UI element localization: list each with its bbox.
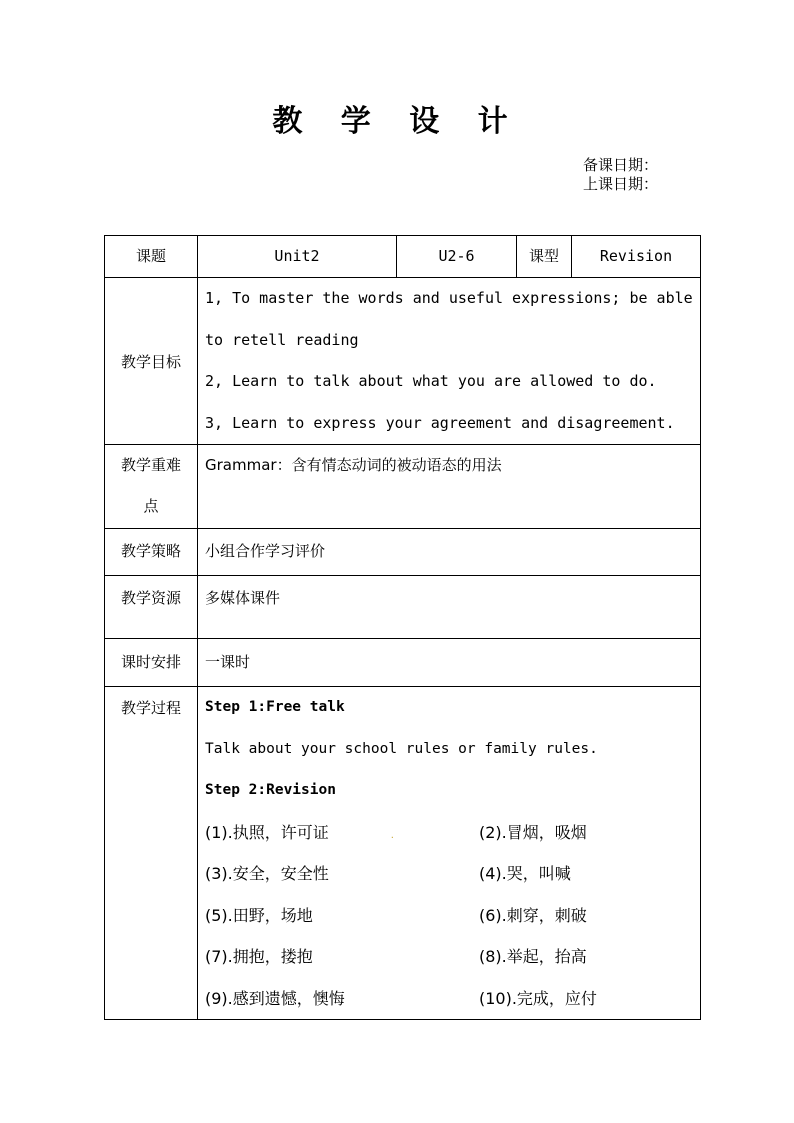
step1-title: Step 1:Free talk — [205, 699, 345, 715]
schedule-label: 课时安排 — [105, 639, 198, 687]
vocab-item-1 — [205, 812, 479, 854]
strategy-label: 教学策略 — [105, 529, 198, 576]
topic-label: 课题 — [105, 236, 198, 278]
step2-title: Step 2:Revision — [205, 782, 336, 798]
topic-row — [105, 236, 701, 278]
objective-line-4: 3, Learn to express your agreement and disagreement. — [205, 413, 675, 432]
objectives-content — [198, 278, 701, 445]
vocab-row-2 — [205, 853, 700, 895]
type-value: Revision — [572, 236, 701, 278]
resources-label: 教学资源 — [105, 576, 198, 639]
objective-line-1: 1, To master the words and useful expressions; be able — [205, 289, 693, 307]
process-label: 教学过程 — [105, 687, 198, 1020]
objectives-label: 教学目标 — [105, 278, 198, 445]
teach-date-label: 上课日期： — [583, 175, 659, 193]
document-title: 教 学 设 计 — [272, 104, 522, 139]
vocab-item-10: (10).完成，应付 — [479, 988, 597, 1008]
schedule-row — [105, 639, 701, 687]
vocab-row-3 — [205, 895, 700, 937]
key-points-label-line1: 教学重难 — [120, 456, 181, 474]
vocab-item-7: (7).拥抱，搂抱 — [205, 947, 313, 966]
objectives-row — [105, 278, 701, 445]
prepare-date-label: 备课日期： — [583, 156, 659, 174]
strategy-content: 小组合作学习评价 — [198, 529, 701, 576]
dot-mark: . — [390, 829, 394, 841]
vocab-item-4: (4).哭，叫喊 — [479, 864, 571, 883]
key-points-label — [105, 445, 198, 529]
resources-row — [105, 576, 701, 639]
process-row — [105, 687, 701, 1020]
schedule-content: 一课时 — [198, 639, 701, 687]
vocab-row-4 — [205, 936, 700, 978]
vocab-item-2: (2).冒烟，吸烟 — [479, 822, 587, 842]
key-points-label-line2: 点 — [143, 497, 159, 515]
vocab-item-5: (5).田野，场地 — [205, 905, 313, 925]
vocab-item-8: (8).举起，抬高 — [479, 947, 587, 966]
strategy-row — [105, 529, 701, 576]
process-content — [198, 687, 701, 1020]
unit-cell: Unit2 — [198, 236, 397, 278]
lesson-code-cell: U2-6 — [397, 236, 517, 278]
vocab-item-9: (9).感到遗憾，懊悔 — [205, 988, 345, 1008]
key-points-content: Grammar：含有情态动词的被动语态的用法 — [198, 445, 701, 529]
vocab-row-1 — [205, 812, 700, 854]
step1-text: Talk about your school rules or family rules. — [205, 740, 598, 757]
vocab-item-1-text: (1).执照，许可证 — [205, 822, 329, 842]
vocab-item-3: (3).安全，安全性 — [205, 864, 329, 883]
date-block — [583, 156, 658, 194]
key-points-row — [105, 445, 701, 529]
lesson-plan-table — [104, 235, 701, 1020]
type-label: 课型 — [517, 236, 572, 278]
objective-line-3: 2, Learn to talk about what you are allowed to do. — [205, 372, 657, 390]
objective-line-2: to retell reading — [205, 330, 359, 349]
vocab-row-5 — [205, 978, 700, 1020]
resources-content: 多媒体课件 — [198, 576, 701, 639]
vocab-item-6: (6).刺穿，刺破 — [479, 905, 587, 925]
